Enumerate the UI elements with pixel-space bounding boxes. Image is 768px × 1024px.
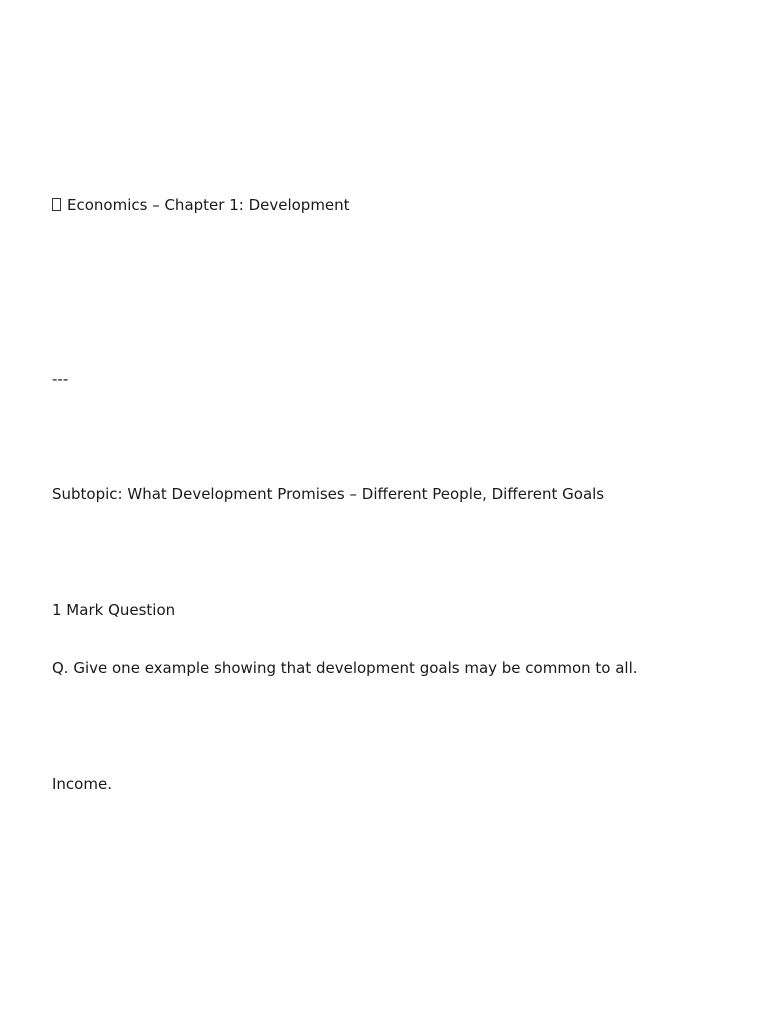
subtopic-heading: Subtopic: What Development Promises – Different People, Different Goals — [52, 485, 605, 503]
page-title-text: Economics – Chapter 1: Development — [67, 196, 350, 214]
missing-glyph-icon — [52, 198, 61, 211]
answer-text: Income. — [52, 775, 112, 793]
mark-label: 1 Mark Question — [52, 601, 176, 619]
page-title — [52, 195, 350, 215]
question-text: Q. Give one example showing that development goals may be common to all. — [52, 659, 638, 677]
separator-line: --- — [52, 370, 69, 388]
